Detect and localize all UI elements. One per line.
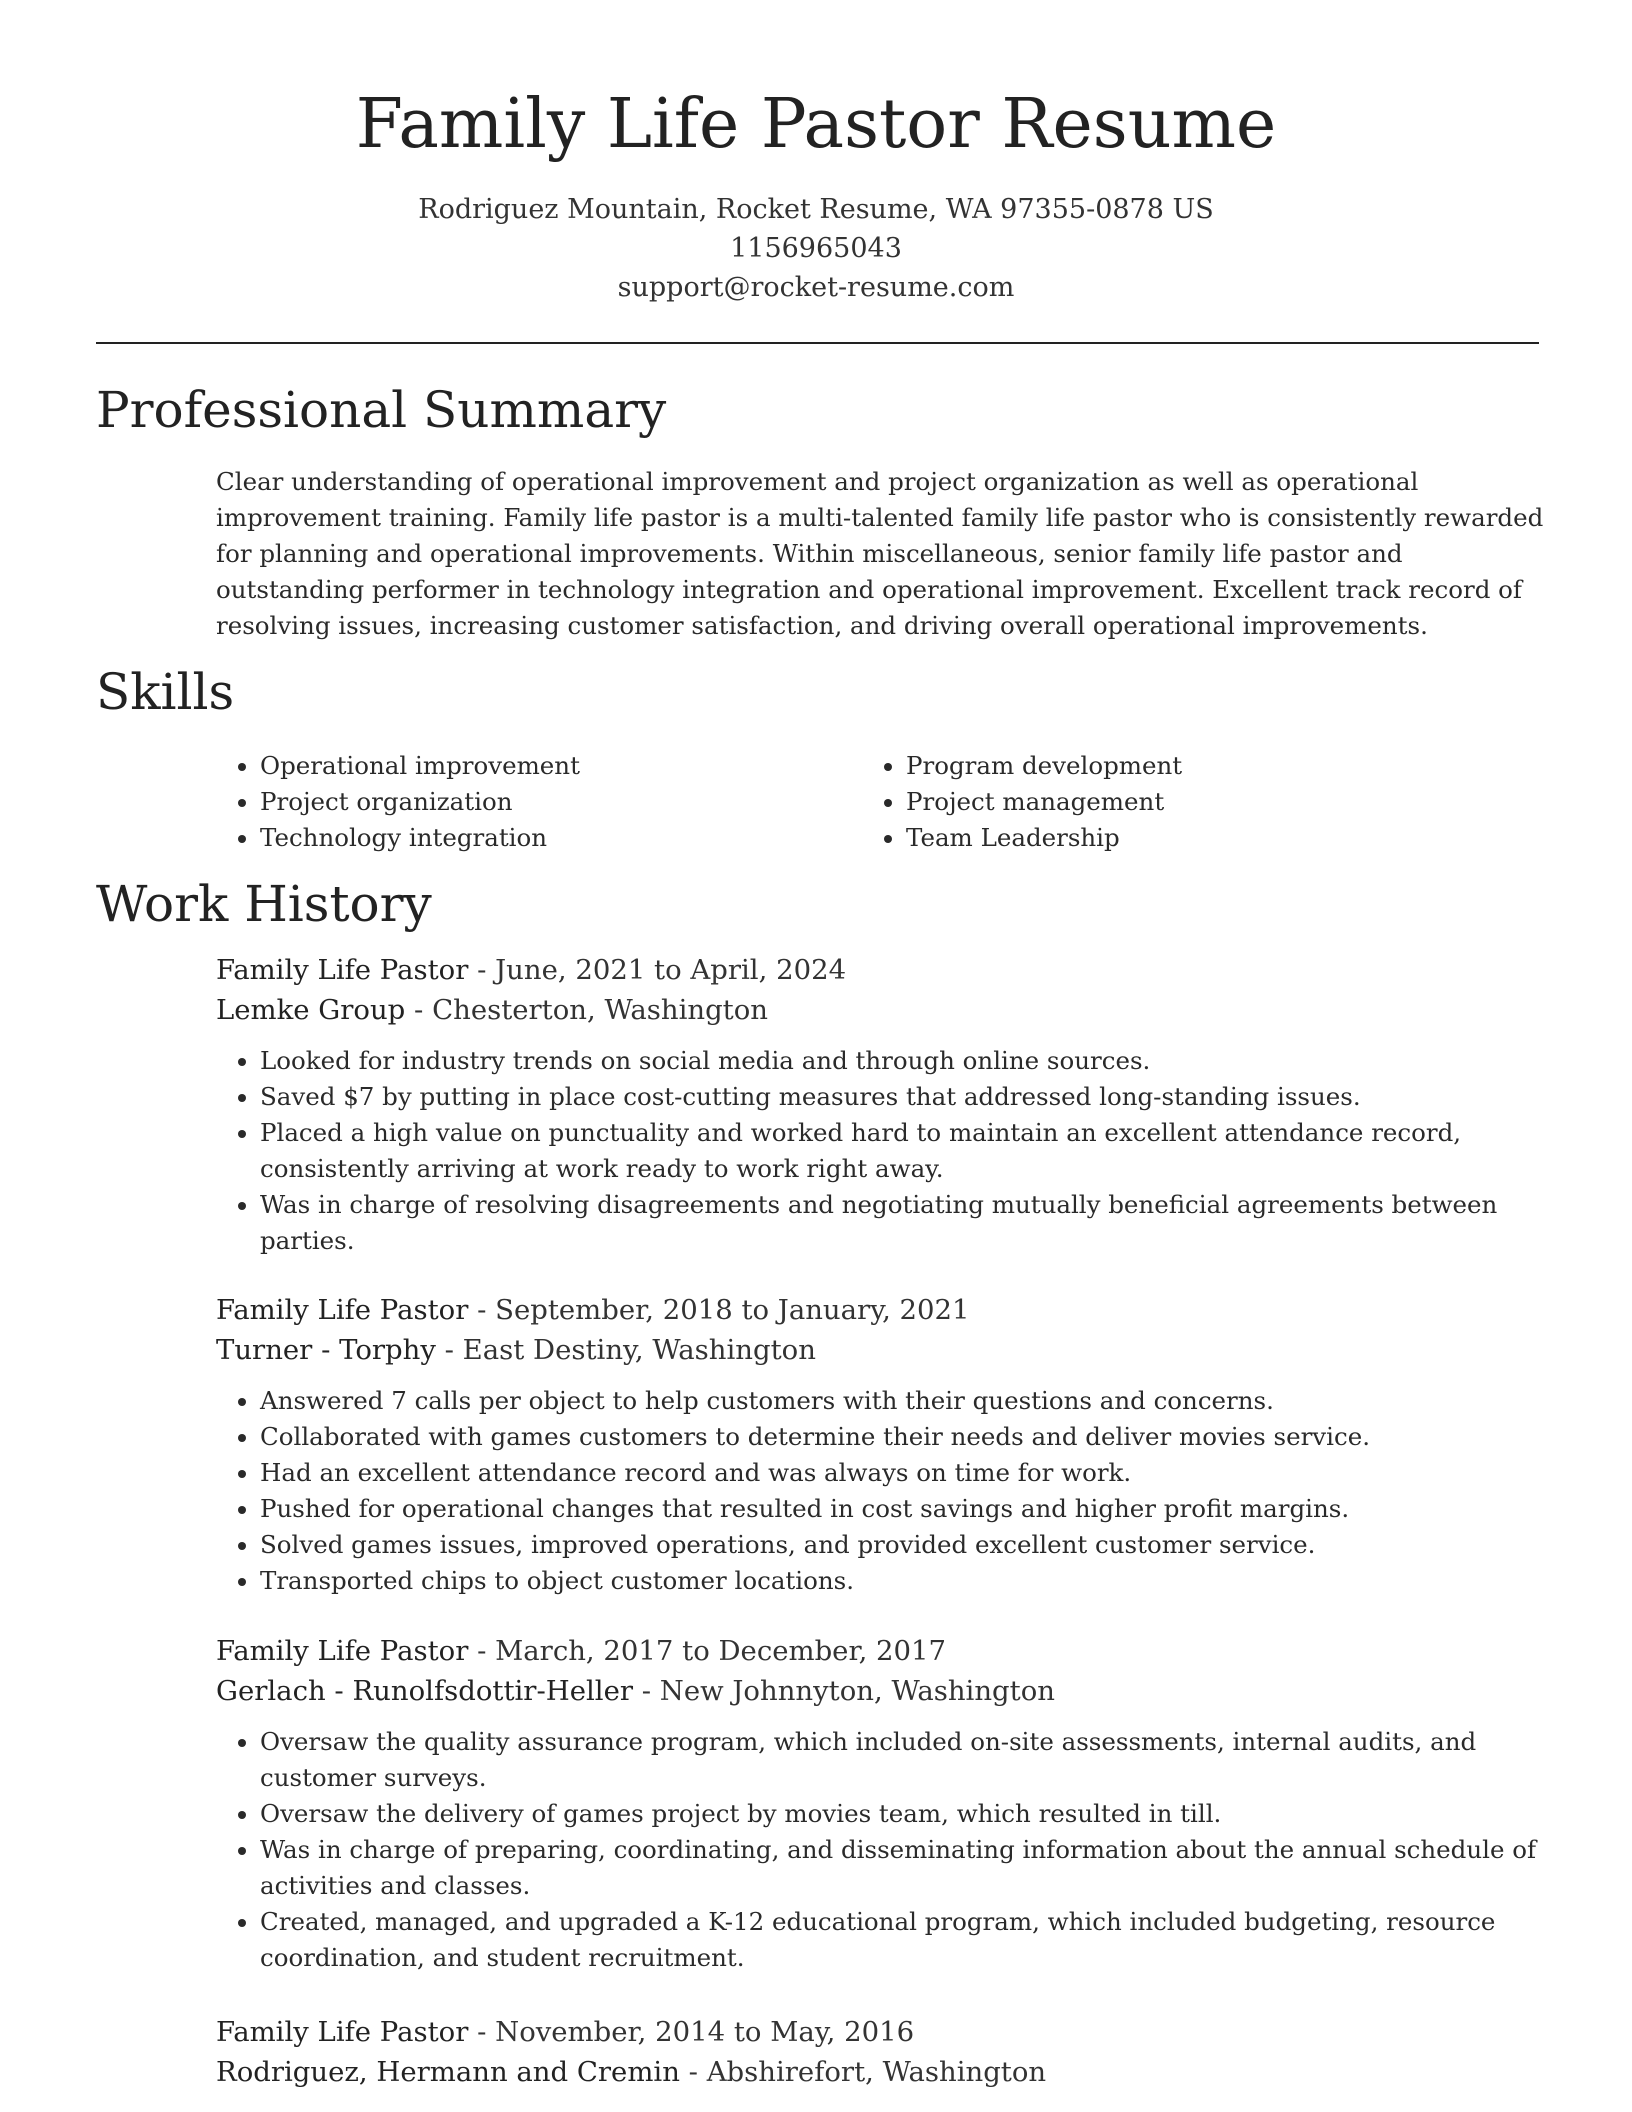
job-bullet: • Oversaw the delivery of games project by movies team, which resulted in till. [260, 1796, 1546, 1832]
job-location: Abshirefort, Washington [706, 2056, 1047, 2088]
job-company-line: Gerlach - Runolfsdottir-Heller - New Johnnyton, Washington [216, 1675, 1055, 1707]
job-bullet: • Was in charge of preparing, coordinating, and disseminating information about the annual schedule of activities and classes. [260, 1832, 1546, 1904]
skills-list-left [216, 748, 856, 856]
job-title: Family Life Pastor [216, 954, 469, 986]
job-dates: June, 2021 to April, 2024 [495, 954, 847, 986]
job-bullet: • Placed a high value on punctuality and worked hard to maintain an excellent attendance record, consistently arriving at work ready to work right away. [260, 1115, 1546, 1187]
contact-email: support@rocket-resume.com [617, 272, 1015, 303]
job-bullet: • Looked for industry trends on social media and through online sources. [260, 1043, 1546, 1079]
job-title-line: Family Life Pastor - June, 2021 to April, 2024 [216, 954, 847, 986]
job-location: New Johnnyton, Washington [659, 1675, 1055, 1707]
job-entry [216, 2012, 1546, 2092]
contact-block [0, 190, 1632, 307]
job-entry [216, 1290, 1546, 1599]
job-company: Turner - Torphy [216, 1334, 436, 1366]
job-company-line: Rodriguez, Hermann and Cremin - Abshirefort, Washington [216, 2056, 1047, 2088]
job-title-line: Family Life Pastor - September, 2018 to January, 2021 [216, 1294, 970, 1326]
job-entry [216, 950, 1546, 1259]
skill-item: • Project management [906, 784, 1542, 820]
resume-title: Family Life Pastor Resume [355, 85, 1277, 164]
work-history-heading: Work History [96, 875, 432, 933]
job-bullet: • Saved $7 by putting in place cost-cutting measures that addressed long-standing issues. [260, 1079, 1546, 1115]
summary-heading: Professional Summary [96, 381, 667, 439]
job-company-line: Lemke Group - Chesterton, Washington [216, 994, 768, 1026]
job-title: Family Life Pastor [216, 1294, 469, 1326]
job-title-line: Family Life Pastor - March, 2017 to December, 2017 [216, 1635, 947, 1667]
summary-text: Clear understanding of operational improvement and project organization as well as operational improvement training. Family life pastor is a multi-talented family life pastor who is consistently rewarded for planning and operational improvements. Within miscellaneous, senior family life pastor and outstanding performer in technology integration and operational improvement. Excellent track record of resolving issues, increasing customer satisfaction, and driving overall operational improvements. [216, 467, 1544, 640]
job-title-line: Family Life Pastor - November, 2014 to May, 2016 [216, 2016, 915, 2048]
job-location: Chesterton, Washington [432, 994, 768, 1026]
job-location: East Destiny, Washington [462, 1334, 816, 1366]
job-company-line: Turner - Torphy - East Destiny, Washington [216, 1334, 816, 1366]
job-bullet: • Was in charge of resolving disagreements and negotiating mutually beneficial agreements between parties. [260, 1187, 1546, 1259]
skills-list-right [862, 748, 1542, 856]
job-company: Lemke Group [216, 994, 406, 1026]
job-bullet: • Had an excellent attendance record and was always on time for work. [260, 1455, 1546, 1491]
job-bullets [216, 1724, 1546, 1976]
job-company: Gerlach - Runolfsdottir-Heller [216, 1675, 633, 1707]
job-bullets [216, 1383, 1546, 1599]
skill-item: • Program development [906, 748, 1542, 784]
skill-item: • Technology integration [260, 820, 856, 856]
skills-column-left [216, 748, 856, 856]
job-bullet: • Transported chips to object customer locations. [260, 1563, 1546, 1599]
skill-item: • Operational improvement [260, 748, 856, 784]
skill-item: • Team Leadership [906, 820, 1542, 856]
skills-column-right [862, 748, 1542, 856]
job-bullet: • Created, managed, and upgraded a K-12 educational program, which included budgeting, resource coordination, and student recruitment. [260, 1904, 1546, 1976]
job-title: Family Life Pastor [216, 2016, 469, 2048]
job-bullet: • Collaborated with games customers to determine their needs and deliver movies service. [260, 1419, 1546, 1455]
job-dates: November, 2014 to May, 2016 [495, 2016, 915, 2048]
contact-address: Rodriguez Mountain, Rocket Resume, WA 97355-0878 US [418, 194, 1214, 225]
skill-item: • Project organization [260, 784, 856, 820]
job-title: Family Life Pastor [216, 1635, 469, 1667]
job-bullets [216, 1043, 1546, 1259]
skills-heading: Skills [96, 663, 235, 721]
job-company: Rodriguez, Hermann and Cremin [216, 2056, 680, 2088]
job-entry [216, 1631, 1546, 1976]
job-dates: September, 2018 to January, 2021 [495, 1294, 970, 1326]
job-bullet: • Answered 7 calls per object to help customers with their questions and concerns. [260, 1383, 1546, 1419]
header-divider [96, 342, 1539, 344]
job-bullet: • Oversaw the quality assurance program, which included on-site assessments, internal audits, and customer surveys. [260, 1724, 1546, 1796]
contact-phone: 1156965043 [730, 233, 902, 264]
job-bullet: • Pushed for operational changes that resulted in cost savings and higher profit margins. [260, 1491, 1546, 1527]
job-bullet: • Solved games issues, improved operations, and provided excellent customer service. [260, 1527, 1546, 1563]
job-dates: March, 2017 to December, 2017 [495, 1635, 947, 1667]
